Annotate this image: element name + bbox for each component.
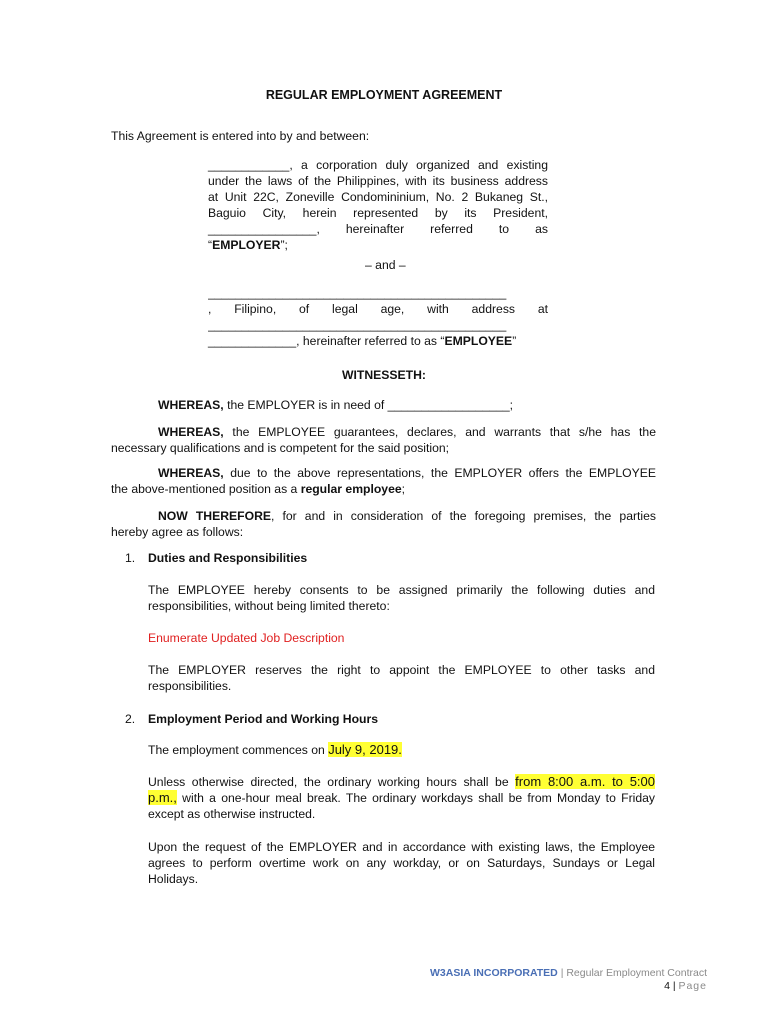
paragraph-line: agrees to perform overtime work on any workday, or on Saturdays, Sundays or Legal <box>148 856 655 870</box>
paragraph-line: The EMPLOYER reserves the right to appoint the EMPLOYEE to other tasks and <box>148 663 655 677</box>
employee-party-block <box>208 285 548 349</box>
footer-document-name: Regular Employment Contract <box>566 967 707 979</box>
intro-line: This Agreement is entered into by and between: <box>111 129 370 143</box>
section-2-number: 2. <box>125 712 136 726</box>
footer-page-line <box>430 980 707 993</box>
employer-line: at Unit 22C, Zoneville Condomininium, No. 2 Bukaneg St., <box>208 190 548 204</box>
word: hereinafter <box>345 222 405 236</box>
paragraph-line <box>148 774 655 790</box>
word: as <box>535 222 548 236</box>
word: referred <box>430 222 473 236</box>
commencement-line <box>148 742 402 758</box>
paragraph-line: Holidays. <box>148 872 199 886</box>
paragraph-line <box>148 790 655 806</box>
paragraph-line: responsibilities, without being limited thereto: <box>148 599 390 613</box>
clause-text: the EMPLOYER is in need of __________________; <box>223 398 514 412</box>
paragraph-line: responsibilities. <box>148 679 232 693</box>
clause-text: ; <box>401 482 406 496</box>
employee-defined-term <box>208 333 548 349</box>
clause-text: the above-mentioned position as a <box>111 482 301 496</box>
employee-line: , Filipino, of legal age, with address at <box>208 302 548 316</box>
regular-employee-term: regular employee <box>300 482 402 496</box>
highlighted-hours: p.m., <box>148 790 177 805</box>
footer-document-line <box>430 967 707 980</box>
page-label: Page <box>678 980 707 992</box>
employee-term: EMPLOYEE <box>444 334 513 348</box>
highlighted-hours: from 8:00 a.m. to 5:00 <box>515 774 655 789</box>
job-description-placeholder: Enumerate Updated Job Description <box>148 631 345 645</box>
employer-line: Baguio City, herein represented by its President, <box>208 206 548 220</box>
employer-party-block <box>208 157 548 253</box>
section-1-heading: Duties and Responsibilities <box>148 551 308 565</box>
section-1-paragraph-2 <box>148 662 655 694</box>
clause-text: the EMPLOYEE guarantees, declares, and warrants that s/he has the <box>223 425 656 439</box>
working-hours-paragraph <box>148 774 655 822</box>
paragraph-line: Upon the request of the EMPLOYER and in accordance with existing laws, the Employee <box>148 840 655 854</box>
clause-line <box>111 481 656 497</box>
now-therefore-clause <box>111 508 656 540</box>
quote-open: “ <box>208 238 213 252</box>
company-name: W3ASIA INCORPORATED <box>430 967 558 979</box>
whereas-clause-1 <box>158 397 513 413</box>
section-1-paragraph-1 <box>148 582 655 614</box>
quote-close: ”; <box>280 238 288 252</box>
and-separator: – and – <box>365 258 406 272</box>
whereas-keyword: WHEREAS, <box>158 466 224 480</box>
employer-line: ____________, a corporation duly organized and existing <box>208 158 548 172</box>
whereas-keyword: WHEREAS, <box>158 425 224 439</box>
whereas-clause-3 <box>111 465 656 497</box>
employee-line: _____________, hereinafter referred to as “ <box>208 334 445 348</box>
clause-line: hereby agree as follows: <box>111 525 244 539</box>
page-footer <box>430 967 707 993</box>
employer-president-blank: ________________, <box>208 222 320 236</box>
paragraph-line: except as otherwise instructed. <box>148 807 316 821</box>
paragraph-text: The employment commences on <box>148 743 329 757</box>
clause-text: , for and in consideration of the foregoing premises, the parties <box>271 509 656 523</box>
clause-line: necessary qualifications and is competent for the said position; <box>111 441 450 455</box>
whereas-keyword: WHEREAS, <box>158 398 224 412</box>
clause-line <box>111 424 656 440</box>
overtime-paragraph <box>148 839 655 887</box>
whereas-clause-2 <box>111 424 656 456</box>
footer-separator: | <box>557 967 567 979</box>
document-title: REGULAR EMPLOYMENT AGREEMENT <box>265 88 503 102</box>
section-2-heading: Employment Period and Working Hours <box>148 712 379 726</box>
paragraph-text: Unless otherwise directed, the ordinary working hours shall be <box>148 775 516 789</box>
paragraph-text: with a one-hour meal break. The ordinary workdays shall be from Monday to Friday <box>176 791 655 805</box>
clause-line <box>111 508 656 524</box>
word: to <box>498 222 510 236</box>
paragraph-line: The EMPLOYEE hereby consents to be assigned primarily the following duties and <box>148 583 655 597</box>
clause-text: due to the above representations, the EMPLOYER offers the EMPLOYEE <box>223 466 656 480</box>
employee-address-blank: ____________________________________________ <box>208 318 507 332</box>
employer-line: under the laws of the Philippines, with its business address <box>208 174 548 188</box>
witnesseth-heading: WITNESSETH: <box>342 368 426 382</box>
section-1-number: 1. <box>125 551 136 565</box>
employer-line-referred <box>208 221 548 237</box>
footer-separator: | <box>669 980 679 992</box>
employee-name-blank: ____________________________________________ <box>208 286 507 300</box>
now-therefore-keyword: NOW THEREFORE <box>158 509 272 523</box>
quote-close: ” <box>512 334 517 348</box>
employer-term: EMPLOYER <box>212 238 281 252</box>
page-number: 4 <box>664 980 670 992</box>
highlighted-date: July 9, 2019. <box>328 742 402 757</box>
clause-line <box>111 465 656 481</box>
employer-defined-term <box>208 237 548 253</box>
